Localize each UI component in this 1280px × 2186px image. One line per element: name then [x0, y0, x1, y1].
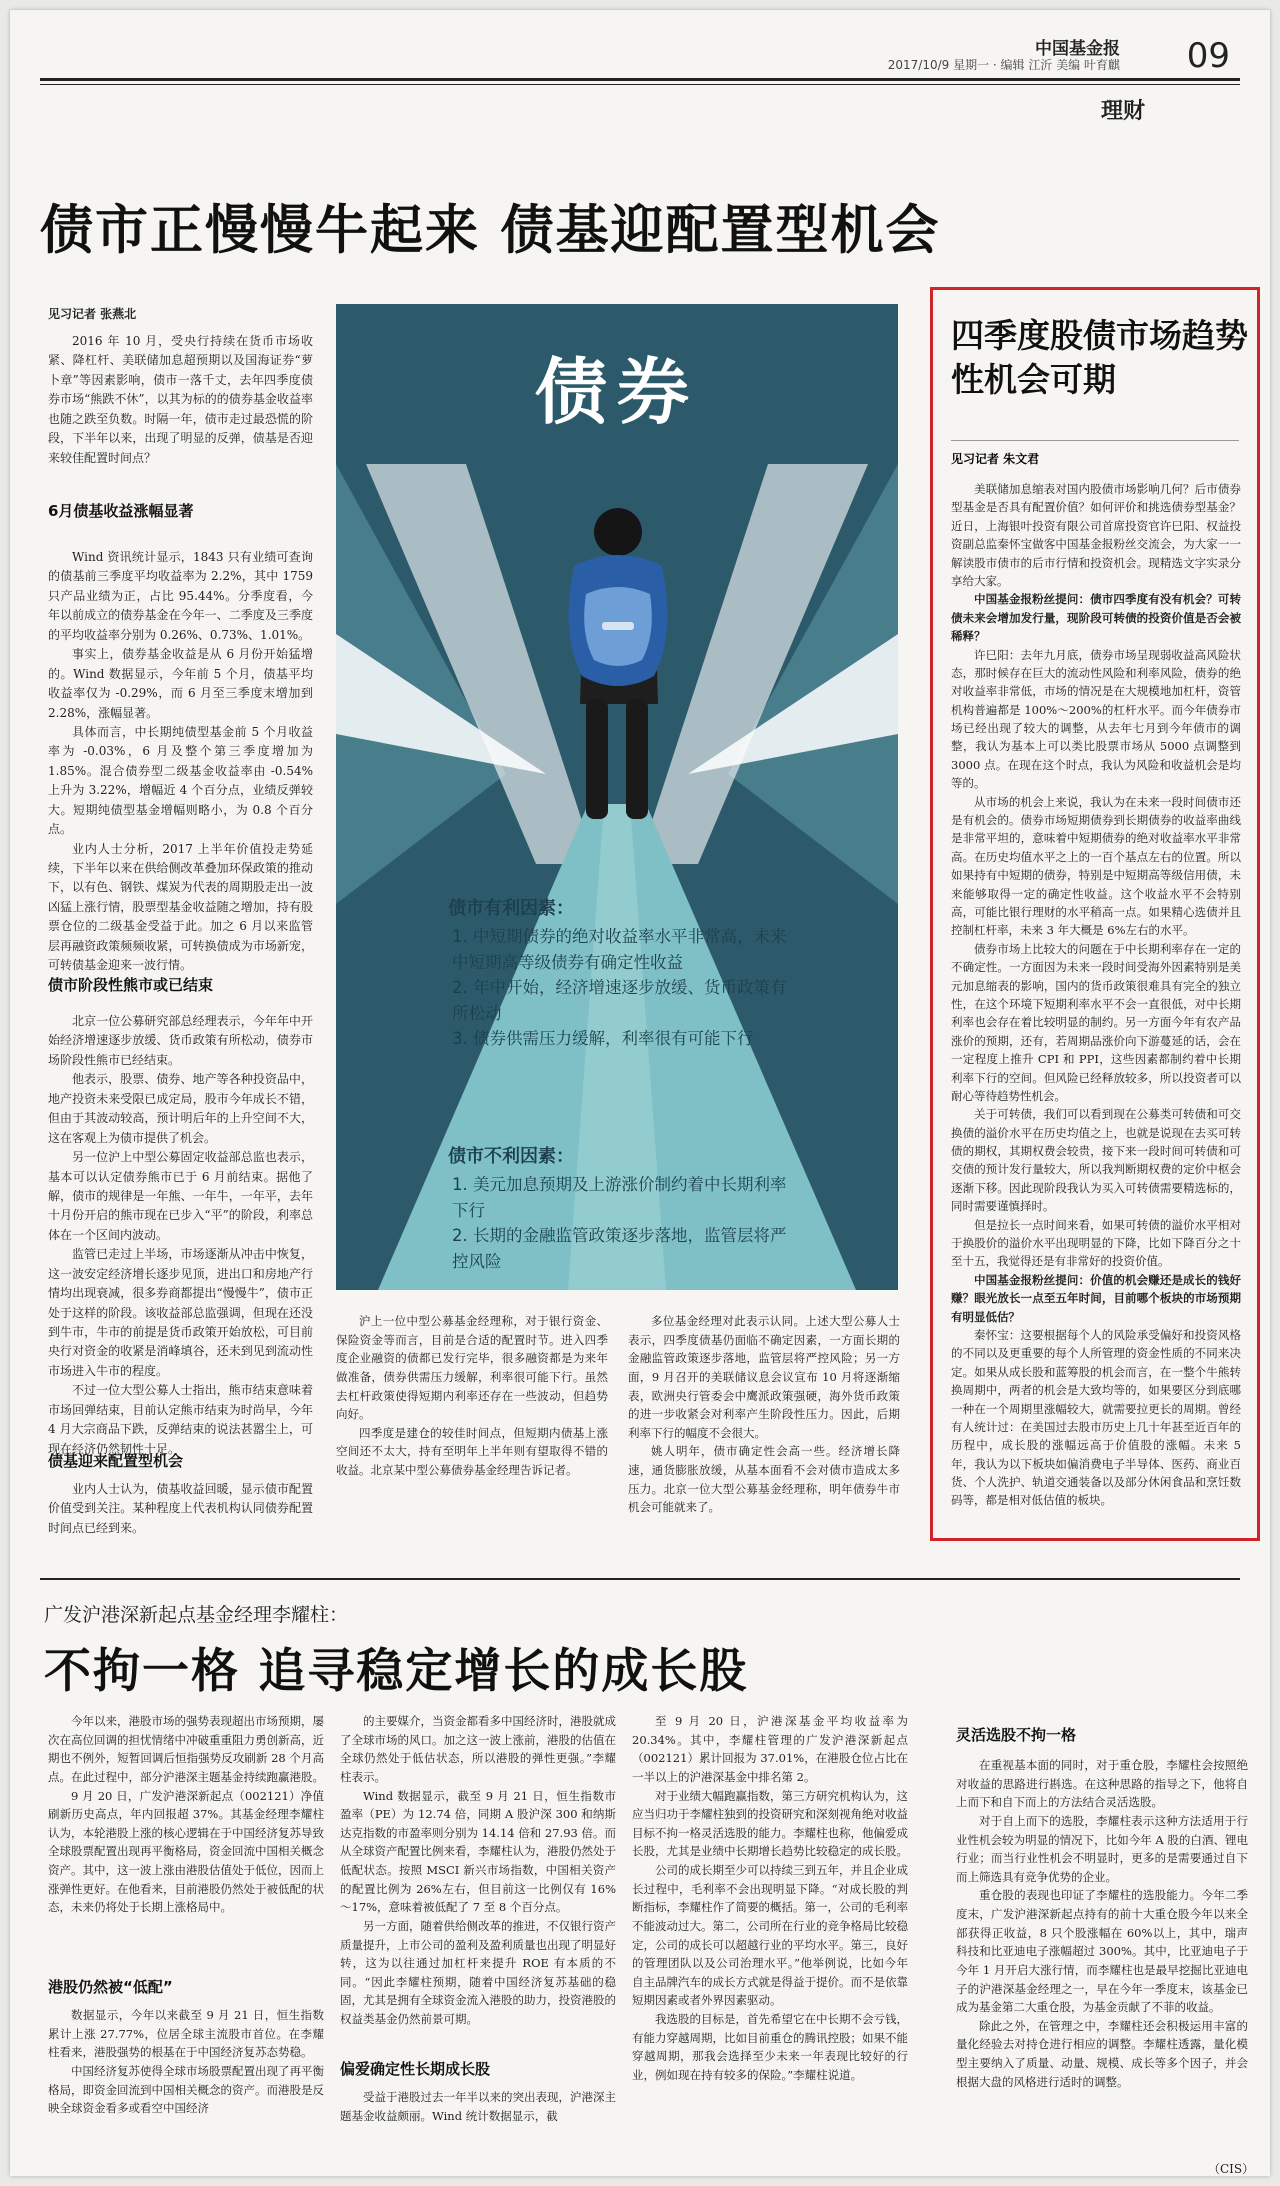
second-kicker: 广发沪港深新起点基金经理李耀柱： [44, 1604, 349, 1626]
unfavorable-item: 2. 长期的金融监管政策逐步落地，监管层将严控风险 [452, 1226, 787, 1271]
body-paragraph: 我选股的目标是，首先希望它在中长期不会亏钱，有能力穿越周期，比如目前重仓的腾讯控股；如果不能穿越周期，那我会选择至少未来一年表现比较好的行业，例如现在持有较多的保险。”李耀柱说道。 [632, 2012, 908, 2082]
section3-body-c [628, 1312, 900, 1517]
body-paragraph: 北京一位公募研究部总经理表示，今年年中开始经济增速逐步放缓、货币政策有所松动，债券市场阶段性熊市已经结束。 [48, 1014, 313, 1067]
unfavorable-title: 债市不利因素： [448, 1146, 574, 1167]
intro-paragraph: 2016 年 10 月，受央行持续在货币市场收紧、降杠杆、美联储加息超预期以及国海证券“萝卜章”等因素影响，债市一落千丈，去年四季度债券市场“熊跌不休”，以其为标的的债券基金收益率也随之跌至负数。时隔一年，债市走过最恐慌的阶段，下半年以来，出现了明显的反弹，债基是否迎来较佳配置时间点？ [48, 334, 313, 465]
body-paragraph: 公司的成长期至少可以持续三到五年，并且企业成长过程中，毛利率不会出现明显下降。“对成长股的判断指标，李耀柱作了简要的概括。第一，公司的毛利率不能波动过大。第二，公司所在行业的竞争格局比较稳定，公司的成长可以超越行业的平均水平。第三，良好的管理团队以及公司治理水平。”他举例说，比如今年自主品牌汽车的成长方式就是得益于提价。而不是依靠短期因素或者外界因素驱动。 [632, 1863, 908, 2008]
second-col1-subhead: 港股仍然被“低配” [48, 1978, 173, 1996]
sidebar-byline: 见习记者 朱文君 [951, 452, 1040, 466]
body-paragraph: 业内人士认为，债基收益回暖，显示债市配置价值受到关注。某种程度上代表机构认同债券配置时间点已经到来。 [48, 1482, 313, 1535]
body-paragraph: 除此之外，在管理之中，李耀柱还会积极运用丰富的量化经验去对持仓进行相应的调整。李耀柱透露，量化模型主要纳入了质量、动量、规模、成长等多个因子，并会根据大盘的风格进行适时的调整。 [956, 2018, 1248, 2089]
sidebar-body [951, 480, 1241, 1510]
body-paragraph: 至 9 月 20 日，沪港深基金平均收益率为 20.34%。其中，李耀柱管理的广发沪港深新起点（002121）累计回报为 37.01%，在港股仓位占比在一半以上的沪港深基金中排名第 2。 [632, 1714, 908, 1784]
date-line: 2017/10/9 星期一 · 编辑 江沂 美编 叶育麒 [887, 58, 1120, 72]
body-paragraph: 对于业绩大幅跑赢指数，第三方研究机构认为，这应当归功于李耀柱独到的投资研究和深刻视角绝对收益目标不拘一格灵活选股的能力。李耀柱也称，他偏爱成长股，尤其是业绩中长期增长趋势比较稳定的成长股。 [632, 1788, 908, 1859]
body-paragraph: 数据显示，今年以来截至 9 月 21 日，恒生指数累计上涨 27.77%，位居全球主流股市首位。在李耀柱看来，港股强势的根基在于中国经济复苏态势稳。 [48, 2008, 324, 2060]
section-label: 理财 [1100, 99, 1145, 124]
body-paragraph: 监管已走过上半场，市场逐渐从冲击中恢复，这一波安定经济增长逐步见顶，进出口和房地产行情均出现衰减，很多券商都提出“慢慢牛”，债市正处于这样的阶段。该收益部总监强调，但现在还没到牛市，牛市的前提是货币政策开始放松，可目前央行对资金的收紧是消峰填谷，还未到见到流动性市场进入牛市的程度。 [48, 1247, 313, 1378]
section1-title: 6月债基收益涨幅显著 [48, 502, 194, 520]
second-col2-subhead: 偏爱确定性长期成长股 [340, 2060, 491, 2078]
section3-body-b [336, 1312, 608, 1480]
favorable-item: 2. 年中开始，经济增速逐步放缓、货币政策有所松动 [452, 978, 787, 1023]
section1-body [48, 548, 313, 976]
second-col1 [48, 1712, 324, 1917]
poster-title: 债券 [534, 350, 699, 434]
section2-body [48, 1012, 313, 1459]
main-byline: 见习记者 张燕北 [48, 307, 137, 321]
body-paragraph: 不过一位大型公募人士指出，熊市结束意味着市场回弹结束，目前认定熊市结束为时尚早，今年 4 月大宗商品下跌，反弹结束的说法甚嚣尘上，可现在经济仍然韧性十足。 [48, 1383, 313, 1456]
second-col4 [956, 1756, 1248, 2091]
sidebar-intro: 美联储加息缩表对国内股债市场影响几何？后市债券型基金是否具有配置价值？如何评价和挑选债券型基金？近日，上海银叶投资有限公司首席投资官许巳阳、权益投资副总监秦怀宝做客中国基金报粉丝交流会，为大家一一解读股市债市的后市行情和投资机会。现精选文字实录分享给大家。 [951, 482, 1241, 588]
spotlight-graphic [336, 304, 898, 1290]
paper-name: 中国基金报 [1035, 39, 1120, 59]
body-paragraph: 四季度是建仓的较佳时间点，但短期内债基上涨空间还不太大，持有至明年上半年则有望取得不错的收益。北京某中型公募债券基金经理告诉记者。 [336, 1425, 608, 1477]
body-paragraph: 中国经济复苏使得全球市场股票配置出现了再平衡格局，即资金回流到中国相关概念的资产。而港股是反映全球资金看多或看空中国经济 [48, 2063, 324, 2116]
body-paragraph: 今年以来，港股市场的强势表现超出市场预期，屡次在高位回调的担忧情绪中冲破重重阻力勇创新高，近期也不例外，短暂回调后恒指强势反攻刷新 28 个月高点。在此过程中，部分沪港深主题基金持续跑赢港股。 [48, 1714, 324, 1784]
body-paragraph: 对于自上而下的选股，李耀柱表示这种方法适用于行业性机会较为明显的情况下，比如今年 A 股的白酒、锂电行业；而当行业性机会不明显时，更多的是需要通过自下而上筛选具有竞争优势的企业。 [956, 1813, 1248, 1884]
second-col4-subhead: 灵活选股不拘一格 [956, 1726, 1077, 1744]
section3-body-a [48, 1480, 313, 1538]
section2-title: 债市阶段性熊市或已结束 [48, 976, 214, 994]
answer-paragraph: 但是拉长一点时间来看，如果可转债的溢价水平相对于换股价的溢价水平出现明显的下降，比如下降百分之十至十五，我觉得还是有非常好的投资价值。 [951, 1217, 1241, 1269]
sidebar-title: 四季度股债市场趋势性机会可期 [951, 316, 1248, 399]
body-paragraph: 业内人士分析，2017 上半年价值投走势延续，下半年以来在供给侧改革叠加环保政策的推动下，以有色、钢铁、煤炭为代表的周期股走出一波凶猛上涨行情，股票型基金收益随之增加，持有股票仓位的二级基金受益于此。加之 6 月以来监管层再融资政策频频收紧，可转换债成为市场新宠，可转债基金迎来一波行情。 [48, 841, 313, 973]
header-rule [40, 78, 1240, 81]
page-number: 09 [1186, 36, 1230, 76]
body-paragraph: 具体而言，中长期纯债型基金前 5 个月收益率为 -0.03%，6 月及整个第三季度增加为 1.85%。混合债券型二级基金收益率由 -0.54% 上升为 3.22%，增幅近 4 个百分点，业绩反弹较大。短期纯债型基金增幅则略小，为 0.8 个百分点。 [48, 724, 313, 837]
main-intro [48, 332, 313, 468]
second-col3 [632, 1712, 908, 2085]
answer-paragraph: 债券市场上比较大的问题在于中长期利率存在一定的不确定性。一方面因为未来一段时间受海外因素特别是美元加息缩表的影响，国内的货币政策很难具有完全的独立性，在这个环境下短期利率水平不会一直很低，对中长期利率也会存在着比较明显的制约。另一方面今年有农产品涨价的预期，还有，若周期品涨价向下游蔓延的话，会在一定程度上推升 CPI 和 PPI，这些因素都制约着中长期利率下行的空间。但风险已经释放较多，所以投资者可以耐心等待趋势性机会。 [951, 941, 1241, 1103]
answer-paragraph: 秦怀宝：这要根据每个人的风险承受偏好和投资风格的不同以及更重要的每个人所管理的资金性质的不同来决定。如果从成长股和蓝筹股的机会而言，在一整个牛熊转换周期中，两者的机会是大致均等的，如果要区分到底哪一种在一个周期里涨幅较大，就需要拉更长的周期。曾经有人统计过：在美国过去股市历史上几十年甚至近百年的历程中，成长股的涨幅远高于价值股的涨幅。未来 5 年，我认为以下板块如偏消费电子半导体、医药、商业百货、个人洗护、轨道交通装备以及部分休闲食品和烹饪数码等，都是相对低估值的板块。 [951, 1327, 1241, 1508]
body-paragraph: 在重视基本面的同时，对于重仓股，李耀柱会按照绝对收益的思路进行斟选。在这种思路的指导之下，他将自上而下和自下而上的方法结合灵活选股。 [956, 1758, 1248, 1810]
favorable-item: 3. 债券供需压力缓解，利率很有可能下行 [452, 1029, 754, 1049]
answer-paragraph: 从市场的机会上来说，我认为在未来一段时间债市还是有机会的。债券市场短期债券到长期债券的收益率曲线是非常平坦的，意味着中短期债券的绝对收益率水平非常高。在历史均值水平之上的一百个基点左右的位置。所以如果持有中短期的债券，特别是中短期高等级信用债，未来能够取得一定的确定性收益。这个收益水平不会特别高，可能比银行理财的水平稍高一点。如果精心选债并且控制杠杆率，未来 3 年大概是 6%左右的水平。 [951, 794, 1241, 938]
body-paragraph: 沪上一位中型公募基金经理称，对于银行资金、保险资金等而言，目前是合适的配置时节。进入四季度企业融资的债都已发行完毕，很多融资都是为来年做准备，债券供需压力缓解，利率很可能下行。虽然去杠杆政策使得短期内利率还存在一些波动，但趋势向好。 [336, 1314, 608, 1422]
body-paragraph: 重仓股的表现也印证了李耀柱的选股能力。今年二季度末，广发沪港深新起点持有的前十大重仓股今年以来全部获得正收益，8 只个股涨幅在 60%以上，其中，瑞声科技和比亚迪电子涨幅超过 300%。其中，比亚迪电子于今年 1 月开启大涨行情，而李耀柱也是最早挖掘比亚迪电子的沪港深基金经理之一，早在今年一季度末，该基金已成为基金第二大重仓股，为基金贡献了不菲的收益。 [956, 1888, 1248, 2015]
answer-paragraph: 关于可转债，我们可以看到现在公募类可转债和可交换债的溢价水平在历史均值之上，也就是说现在去买可转债的期权，其期权费会较贵，接下来一段时间可转债和可交债的预计发行量较大，所以我判断期权费的定价中枢会逐渐下移。因此现阶段我认为买入可转债需要精选标的，同时需要谨慎择时。 [951, 1107, 1241, 1214]
unfavorable-item: 1. 美元加息预期及上游涨价制约着中长期利率下行 [452, 1175, 787, 1220]
fan-question: 中国基金报粉丝提问：债市四季度有没有机会？可转债未来会增加发行量，现阶段可转债的投资价值是否会被稀释？ [951, 592, 1241, 644]
favorable-list [452, 924, 792, 1052]
bond-infographic [336, 304, 898, 1290]
credit-tag: （CIS） [1208, 2162, 1255, 2176]
section-divider [40, 1578, 1240, 1580]
body-paragraph: 9 月 20 日，广发沪港深新起点（002121）净值刷新历史高点，年内回报超 37%。其基金经理李耀柱认为，本轮港股上涨的核心逻辑在于中国经济复苏导致全球股票配置出现再平衡格局，资金回流中国相关概念资产。其中，这一波上涨由港股估值处于低位，因而上涨弹性更好。在他看来，目前港股仍然处于被低配的状态，未来仍将处于长期上涨格局中。 [48, 1788, 324, 1915]
second-col2-b [340, 2088, 616, 2125]
header-rule-thin [40, 84, 1240, 85]
body-paragraph: Wind 数据显示，截至 9 月 21 日，恒生指数市盈率（PE）为 12.74 倍，同期 A 股沪深 300 和纳斯达克指数的市盈率则分别为 14.14 倍和 27.93 倍。而从全球资产配置比例来看，李耀柱认为，港股仍然处于低配状态。按照 MSCI 新兴市场指数，中国相关资产的配置比例为 26%左右，但目前这一比例仅有 16%～17%，意味着被低配了 7 至 8 个百分点。 [340, 1788, 616, 1915]
body-paragraph: Wind 资讯统计显示，1843 只有业绩可查询的债基前三季度平均收益率为 2.2%，其中 1759 只产品业绩为正，占比 95.44%。分季度看，今年以前成立的债券基金在今年一、二季度及三季度的平均收益率分别为 0.26%、0.73%、1.01%。 [48, 550, 313, 642]
answer-paragraph: 许巳阳：去年九月底，债券市场呈现弱收益高风险状态，那时候存在巨大的流动性风险和利率风险，债券的绝对收益率非常低，市场的情况是在大规模地加杠杆，资管机构普遍都是 100%～200%的杠杆水平。而今年债券市场已经出现了较大的调整，从去年七月到今年债市的调整，我认为基本上可以类比股票市场从 5000 点调整到 3000 点。在现在这个时点，我认为风险和收益机会是均等的。 [951, 647, 1241, 791]
body-paragraph: 他表示，股票、债券、地产等各种投资品中，地产投资未来受限已成定局，股市今年成长不错，但由于其波动较高，预计明后年的上升空间不大，这在客观上为债市提供了机会。 [48, 1072, 313, 1145]
main-headline: 债市正慢慢牛起来 债基迎配置型机会 [40, 200, 941, 261]
sidebar-rule [951, 440, 1239, 441]
body-paragraph: 受益于港股过去一年半以来的突出表现，沪港深主题基金收益颇丽。Wind 统计数据显示，截 [340, 2090, 616, 2123]
unfavorable-list [452, 1172, 792, 1274]
newspaper-page [10, 10, 1270, 2176]
fan-question: 中国基金报粉丝提问：价值的机会赚还是成长的钱好赚？眼光放长一点至五年时间，目前哪个板块的市场预期有明显低估？ [951, 1272, 1241, 1324]
second-col1-b [48, 2006, 324, 2118]
interview-sidebar [930, 287, 1260, 1541]
body-paragraph: 另一方面，随着供给侧改革的推进，不仅银行资产质量提升，上市公司的盈利及盈利质量也出现了明显好转，这为以往通过加杠杆来提升 ROE 有本质的不同。“因此李耀柱预期，随着中国经济复苏基础的稳固，尤其是拥有全球资金流入港股的助力，投资港股的权益类基金仍然前景可期。 [340, 1918, 616, 2026]
section3-title: 债基迎来配置型机会 [48, 1452, 184, 1470]
favorable-item: 1. 中短期债券的绝对收益率水平非常高，未来中短期高等级债券有确定性收益 [452, 927, 787, 972]
body-paragraph: 多位基金经理对此表示认同。上述大型公募人士表示，四季度债基仍面临不确定因素，一方面长期的金融监管政策逐步落地，监管层将严控风险；另一方面，9 月召开的美联储议息会议宣布 10 月将逐渐缩表，欧洲央行管委会中鹰派政策强硬，海外货币政策的进一步收紧会对利率产生阶段性压力。因此，后期利率下行的幅度不会很大。 [628, 1314, 900, 1440]
student-silhouette [569, 508, 668, 819]
body-paragraph: 另一位沪上中型公募固定收益部总监也表示，基本可以认定债券熊市已于 6 月前结束。据他了解，债市的规律是一年熊、一年牛，一年平，去年十月份开启的熊市现在已步入“平”的阶段，利率总体在一个区间内波动。 [48, 1150, 313, 1242]
body-paragraph: 的主要媒介，当资金都看多中国经济时，港股就成了全球市场的风口。加之这一波上涨前，港股的估值在全球仍然处于低估状态，所以港股的弹性更强。”李耀柱表示。 [340, 1714, 616, 1784]
second-headline: 不拘一格 追寻稳定增长的成长股 [44, 1644, 749, 1699]
body-paragraph: 事实上，债券基金收益是从 6 月份开始猛增的。Wind 数据显示，今年前 5 个月，债基平均收益率仅为 -0.29%，而 6 月至三季度末增加到 2.28%，涨幅显著。 [48, 647, 313, 720]
body-paragraph: 姚人明年，债市确定性会高一些。经济增长降速，通货膨胀放缓，从基本面看不会对债市造成太多压力。北京一位大型公募基金经理称，明年债券牛市机会可能就来了。 [628, 1444, 900, 1515]
second-col2 [340, 1712, 616, 2029]
favorable-title: 债市有利因素： [448, 898, 574, 919]
